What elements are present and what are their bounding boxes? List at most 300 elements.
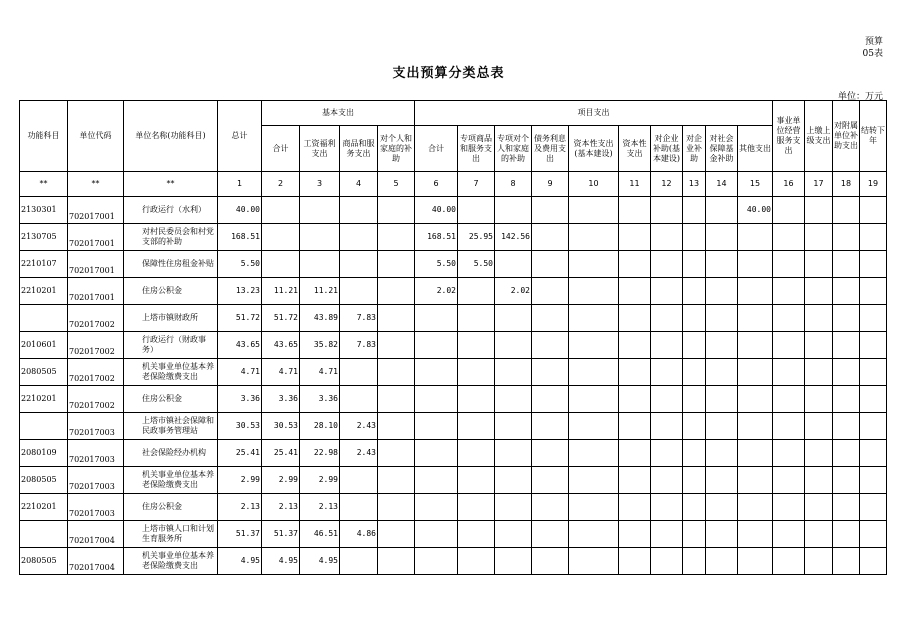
unit-name-cell: 住房公积金 [124,278,218,305]
amount-cell [833,521,860,548]
amount-cell [805,521,833,548]
amount-cell: 3.36 [300,386,340,413]
amount-cell [651,224,683,251]
amount-cell [569,467,619,494]
amount-cell [532,305,569,332]
amount-cell [860,440,887,467]
amount-cell [833,305,860,332]
amount-cell [619,224,651,251]
amount-cell: 40.00 [218,197,262,224]
func-code-cell: 2130301 [20,197,68,224]
amount-cell [805,386,833,413]
unit-name-cell: 社会保险经办机构 [124,440,218,467]
table-row [20,332,887,359]
amount-cell [458,413,495,440]
amount-cell: 2.99 [262,467,300,494]
amount-cell [458,305,495,332]
func-code-cell: 2210107 [20,251,68,278]
header-project-sub: 专项商品和服务支出 [458,126,495,172]
amount-cell [860,467,887,494]
amount-cell [833,224,860,251]
header-project-sub: 债务利息及费用支出 [532,126,569,172]
amount-cell [415,494,458,521]
amount-cell: 2.13 [300,494,340,521]
header-jiezhuan: 结转下年 [860,101,887,172]
amount-cell [569,548,619,575]
header-total: 总计 [218,101,262,172]
amount-cell [773,278,805,305]
amount-cell [738,413,773,440]
amount-cell [706,467,738,494]
amount-cell: 25.41 [262,440,300,467]
amount-cell [773,494,805,521]
amount-cell [738,278,773,305]
amount-cell [378,440,415,467]
column-index: 4 [340,172,378,197]
column-index: ** [20,172,68,197]
table-row [20,197,887,224]
amount-cell [300,197,340,224]
amount-cell [738,305,773,332]
unit-code-cell: 702017001 [68,278,124,305]
budget-table [19,100,887,575]
amount-cell [738,494,773,521]
amount-cell [532,521,569,548]
amount-cell: 4.71 [218,359,262,386]
amount-cell [706,359,738,386]
amount-cell [378,548,415,575]
amount-cell [569,413,619,440]
amount-cell [706,197,738,224]
header-unit-name: 单位名称(功能科目) [124,101,218,172]
table-row [20,467,887,494]
header-index-row [20,172,887,197]
amount-cell [860,521,887,548]
header-basic: 基本支出 [262,101,415,126]
amount-cell [683,224,706,251]
unit-code-cell: 702017003 [68,440,124,467]
amount-cell [458,467,495,494]
amount-cell: 43.65 [218,332,262,359]
amount-cell [833,359,860,386]
amount-cell [833,413,860,440]
table-row [20,413,887,440]
amount-cell [833,251,860,278]
column-index: 16 [773,172,805,197]
amount-cell: 4.95 [262,548,300,575]
amount-cell [738,467,773,494]
amount-cell [651,305,683,332]
unit-name-cell: 保障性住房租金补贴 [124,251,218,278]
amount-cell: 4.86 [340,521,378,548]
amount-cell [773,251,805,278]
func-code-cell: 2130705 [20,224,68,251]
func-code-cell [20,413,68,440]
table-row [20,278,887,305]
amount-cell [340,494,378,521]
amount-cell: 5.50 [458,251,495,278]
amount-cell: 4.95 [300,548,340,575]
amount-cell [706,305,738,332]
amount-cell [773,197,805,224]
amount-cell [773,332,805,359]
amount-cell [415,413,458,440]
form-number-line1: 预算 [864,37,883,47]
amount-cell [495,251,532,278]
amount-cell [860,197,887,224]
amount-cell: 2.43 [340,440,378,467]
amount-cell [569,440,619,467]
amount-cell [706,440,738,467]
amount-cell [738,224,773,251]
amount-cell [495,332,532,359]
amount-cell [619,386,651,413]
amount-cell [619,278,651,305]
column-index: ** [68,172,124,197]
amount-cell [683,413,706,440]
unit-code-cell: 702017002 [68,332,124,359]
amount-cell [860,305,887,332]
amount-cell: 142.56 [495,224,532,251]
amount-cell [706,386,738,413]
amount-cell: 46.51 [300,521,340,548]
table-row [20,386,887,413]
amount-cell [619,332,651,359]
func-code-cell: 2080505 [20,359,68,386]
amount-cell [300,251,340,278]
table-row [20,251,887,278]
amount-cell [706,251,738,278]
amount-cell: 2.43 [340,413,378,440]
amount-cell [378,251,415,278]
amount-cell [619,440,651,467]
amount-cell [378,386,415,413]
amount-cell [415,305,458,332]
func-code-cell: 2210201 [20,386,68,413]
header-shangjiao: 上缴上级支出 [805,101,833,172]
header-basic-sub: 合计 [262,126,300,172]
amount-cell [569,359,619,386]
column-index: 17 [805,172,833,197]
amount-cell [706,548,738,575]
amount-cell [532,413,569,440]
amount-cell [532,224,569,251]
amount-cell [532,251,569,278]
unit-code-cell: 702017002 [68,305,124,332]
amount-cell [860,386,887,413]
amount-cell [415,386,458,413]
amount-cell: 3.36 [218,386,262,413]
amount-cell [619,251,651,278]
amount-cell [805,413,833,440]
amount-cell [532,332,569,359]
amount-cell: 168.51 [218,224,262,251]
amount-cell [738,386,773,413]
amount-cell [415,359,458,386]
table-row [20,548,887,575]
form-number [863,36,883,60]
header-project-sub: 合计 [415,126,458,172]
amount-cell [495,548,532,575]
column-index: 9 [532,172,569,197]
amount-cell [738,332,773,359]
amount-cell [805,197,833,224]
amount-cell [860,251,887,278]
amount-cell [805,251,833,278]
header-basic-sub: 工资福利支出 [300,126,340,172]
amount-cell [706,224,738,251]
table-row [20,359,887,386]
header-basic-sub: 商品和服务支出 [340,126,378,172]
amount-cell [738,548,773,575]
amount-cell [340,251,378,278]
amount-cell [532,548,569,575]
amount-cell [805,224,833,251]
amount-cell [532,467,569,494]
amount-cell [651,440,683,467]
amount-cell [378,197,415,224]
amount-cell [860,413,887,440]
unit-name-cell: 机关事业单位基本养老保险缴费支出 [124,359,218,386]
header-shiye: 事业单位经营服务支出 [773,101,805,172]
column-index: 13 [683,172,706,197]
column-index: 1 [218,172,262,197]
header-func-code: 功能科目 [20,101,68,172]
amount-cell [773,548,805,575]
amount-cell [495,467,532,494]
header-project: 项目支出 [415,101,773,126]
column-index: 8 [495,172,532,197]
column-index: 15 [738,172,773,197]
column-index: 18 [833,172,860,197]
header-unit-code: 单位代码 [68,101,124,172]
amount-cell [738,359,773,386]
amount-cell: 40.00 [738,197,773,224]
amount-cell [651,467,683,494]
amount-cell [495,494,532,521]
amount-cell [833,494,860,521]
func-code-cell: 2080505 [20,548,68,575]
amount-cell [458,197,495,224]
amount-cell [833,386,860,413]
unit-code-cell: 702017002 [68,386,124,413]
amount-cell: 22.98 [300,440,340,467]
amount-cell [706,413,738,440]
amount-cell [569,332,619,359]
amount-cell [619,197,651,224]
amount-cell [532,278,569,305]
table-row [20,440,887,467]
amount-cell [619,305,651,332]
amount-cell: 5.50 [218,251,262,278]
amount-cell: 4.95 [218,548,262,575]
amount-cell [773,413,805,440]
amount-cell [651,548,683,575]
amount-cell [651,332,683,359]
amount-cell [495,305,532,332]
amount-cell [532,386,569,413]
amount-cell [262,224,300,251]
amount-cell [300,224,340,251]
amount-cell [738,440,773,467]
amount-cell [569,305,619,332]
amount-cell: 30.53 [218,413,262,440]
amount-cell [683,467,706,494]
column-index: 12 [651,172,683,197]
unit-code-cell: 702017001 [68,251,124,278]
amount-cell [683,197,706,224]
amount-cell [706,521,738,548]
amount-cell [569,494,619,521]
amount-cell [458,278,495,305]
amount-cell: 43.65 [262,332,300,359]
amount-cell [569,251,619,278]
amount-cell [458,521,495,548]
header-fushu: 对附属单位补助支出 [833,101,860,172]
column-index: 3 [300,172,340,197]
amount-cell [340,224,378,251]
amount-cell [833,197,860,224]
amount-cell [495,521,532,548]
amount-cell [833,548,860,575]
unit-code-cell: 702017002 [68,359,124,386]
amount-cell [805,494,833,521]
amount-cell [683,386,706,413]
column-index: 7 [458,172,495,197]
amount-cell: 2.13 [218,494,262,521]
amount-cell [706,332,738,359]
amount-cell [619,467,651,494]
amount-cell: 30.53 [262,413,300,440]
amount-cell [860,359,887,386]
unit-code-cell: 702017003 [68,467,124,494]
header-project-sub: 其他支出 [738,126,773,172]
amount-cell [833,278,860,305]
amount-cell [619,521,651,548]
column-index: 19 [860,172,887,197]
unit-name-cell: 机关事业单位基本养老保险缴费支出 [124,467,218,494]
unit-name-cell: 行政运行（财政事务） [124,332,218,359]
unit-name-cell: 上塔市镇社会保障和民政事务管理站 [124,413,218,440]
amount-cell: 43.89 [300,305,340,332]
amount-cell [619,548,651,575]
column-index: 10 [569,172,619,197]
column-index: 14 [706,172,738,197]
unit-name-cell: 住房公积金 [124,386,218,413]
amount-cell [738,251,773,278]
form-number-line2: 05表 [862,49,883,59]
func-code-cell [20,305,68,332]
amount-cell: 51.37 [262,521,300,548]
amount-cell [651,359,683,386]
unit-code-cell: 702017004 [68,548,124,575]
amount-cell: 11.21 [262,278,300,305]
amount-cell [683,440,706,467]
amount-cell [833,440,860,467]
func-code-cell: 2080109 [20,440,68,467]
amount-cell [860,494,887,521]
amount-cell [773,440,805,467]
unit-name-cell: 住房公积金 [124,494,218,521]
amount-cell: 51.72 [218,305,262,332]
amount-cell [860,548,887,575]
amount-cell [860,224,887,251]
amount-cell [262,251,300,278]
amount-cell: 28.10 [300,413,340,440]
amount-cell [415,467,458,494]
amount-cell [495,359,532,386]
amount-cell: 51.37 [218,521,262,548]
amount-cell [378,332,415,359]
amount-cell [706,494,738,521]
amount-cell [495,413,532,440]
amount-cell [683,305,706,332]
amount-cell [805,305,833,332]
amount-cell [340,467,378,494]
amount-cell [378,224,415,251]
amount-cell [651,197,683,224]
amount-cell [378,359,415,386]
unit-name-cell: 对村民委员会和村党支部的补助 [124,224,218,251]
amount-cell [532,359,569,386]
amount-cell [683,521,706,548]
amount-cell [773,467,805,494]
unit-name-cell: 行政运行（水利） [124,197,218,224]
amount-cell: 7.83 [340,332,378,359]
amount-cell [340,359,378,386]
unit-code-cell: 702017004 [68,521,124,548]
amount-cell [651,413,683,440]
amount-cell [378,305,415,332]
unit-name-cell: 机关事业单位基本养老保险缴费支出 [124,548,218,575]
amount-cell [262,197,300,224]
column-index: 5 [378,172,415,197]
column-index: ** [124,172,218,197]
amount-cell: 4.71 [300,359,340,386]
amount-cell: 25.41 [218,440,262,467]
amount-cell: 11.21 [300,278,340,305]
func-code-cell: 2210201 [20,494,68,521]
amount-cell [458,440,495,467]
unit-code-cell: 702017001 [68,197,124,224]
amount-cell [833,467,860,494]
amount-cell [706,278,738,305]
amount-cell [651,251,683,278]
amount-cell [651,386,683,413]
amount-cell [683,251,706,278]
func-code-cell: 2080505 [20,467,68,494]
page-title: 支出预算分类总表 [392,66,505,81]
table-body [20,197,887,575]
amount-cell [569,197,619,224]
amount-cell [340,197,378,224]
amount-cell [532,197,569,224]
amount-cell [532,440,569,467]
amount-cell [805,467,833,494]
amount-cell: 4.71 [262,359,300,386]
amount-cell [773,305,805,332]
amount-cell [805,440,833,467]
header-project-sub: 对企业补助(基本建设) [651,126,683,172]
amount-cell [532,494,569,521]
unit-name-cell: 上塔市镇财政所 [124,305,218,332]
amount-cell [340,278,378,305]
unit-label: 单位：万元 [837,92,883,102]
amount-cell [738,521,773,548]
amount-cell [569,521,619,548]
table-row [20,305,887,332]
table-row [20,494,887,521]
